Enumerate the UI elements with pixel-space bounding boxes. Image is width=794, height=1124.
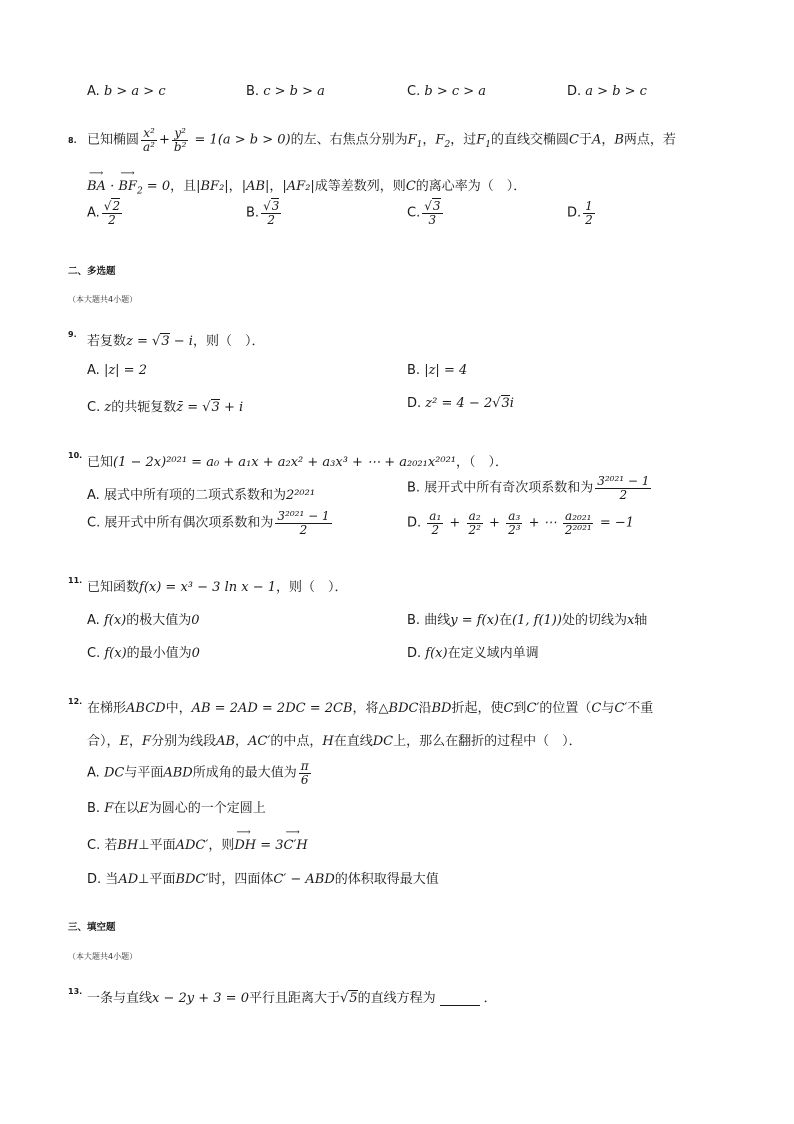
q10-stem: 已知(1 − 2x)²⁰²¹ = a₀ + a₁x + a₂x² + a₃x³ + ⋯ + a₂₀₂₁x²⁰²¹，（ ）． <box>87 455 509 470</box>
q13-stem: 一条与直线x − 2y + 3 = 0平行且距离大于√5的直线方程为 ． <box>87 991 497 1006</box>
q7-option-b[interactable]: B. c > b > a <box>246 84 325 99</box>
q7-option-a[interactable]: A. b > a > c <box>87 84 166 99</box>
q10-option-b[interactable]: B. 展开式中所有奇次项系数和为 $\frac{\text{3²⁰²¹ − 1}}{2}$ <box>407 474 650 502</box>
q11-stem: 已知函数f(x) = x³ − 3 ln x − 1，则（ ）． <box>87 580 348 595</box>
q11-option-d[interactable]: D. f(x)在定义域内单调 <box>407 646 539 661</box>
q12-option-b[interactable]: B. F在以E为圆心的一个定圆上 <box>87 801 266 816</box>
ellipse-y-term: $\frac{\text{y²}}{\text{b²}}$ <box>173 126 187 154</box>
q9-option-d[interactable]: D. z² = 4 − 2√3i <box>407 396 514 411</box>
q12-option-a[interactable]: A. DC与平面ABD所成角的最大值为 $\frac{\pi}{6}$ <box>87 759 309 787</box>
q9-option-a[interactable]: A. |z| = 2 <box>87 363 147 378</box>
q8-option-a[interactable]: A. $\frac{√2}{2}$ <box>87 199 121 227</box>
q8-option-b[interactable]: B. $\frac{√3}{2}$ <box>246 199 280 227</box>
q12-stem-line1: 在梯形ABCD中，AB = 2AD = 2DC = 2CB，将△BDC沿BD折起，使C到C′的位置（C与C′不重 <box>87 701 654 716</box>
q12-number: 12. <box>68 697 83 706</box>
q8-option-d[interactable]: D. $\frac{1}{2}$ <box>567 199 593 227</box>
vector-bf2: ⟶ $BF_2$ <box>118 179 142 197</box>
q11-option-b[interactable]: B. 曲线y = f(x)在(1, f(1))处的切线为x轴 <box>407 613 648 628</box>
section-note: （本大题共4小题） <box>68 952 138 961</box>
q12-stem-line2: 合），E，F分别为线段AB，AC′的中点，H在直线DC上，那么在翻折的过程中（ ）． <box>87 734 582 749</box>
q12-option-c[interactable]: C. 若BH⊥平面ADC′，则⟶ DH = 3⟶ C′H <box>87 834 308 853</box>
q9-stem: 若复数z = √3 − i，则（ ）． <box>87 334 265 349</box>
q7-option-d[interactable]: D. a > b > c <box>567 84 647 99</box>
q11-number: 11. <box>68 576 83 585</box>
section-note: （本大题共4小题） <box>68 295 138 304</box>
q7-option-c[interactable]: C. b > c > a <box>407 84 487 99</box>
q9-number: 9. <box>68 330 77 339</box>
q10-option-c[interactable]: C. 展开式中所有偶次项系数和为 $\frac{\text{3²⁰²¹ − 1}}{2}$ <box>87 509 330 537</box>
q9-option-b[interactable]: B. |z| = 4 <box>407 363 468 378</box>
section-title-fill-in: 三、填空题 <box>68 922 116 933</box>
q8-stem-line2: ⟶ BA · ⟶ $BF_2 = 0$，且|BF₂|，|AB|，|AF₂|成等差数列，则C的离心率为（ ）． <box>87 175 526 197</box>
q8-number: 8. <box>68 136 77 145</box>
q11-option-c[interactable]: C. f(x)的最小值为0 <box>87 646 200 661</box>
answer-blank[interactable] <box>440 1005 480 1006</box>
q9-option-c[interactable]: C. z的共轭复数z̄ = √3 + i <box>87 400 244 415</box>
q10-option-a[interactable]: A. 展式中所有项的二项式系数和为2²⁰²¹ <box>87 488 316 503</box>
q13-number: 13. <box>68 987 83 996</box>
ellipse-x-term: $\frac{\text{x²}}{\text{a²}}$ <box>143 126 155 154</box>
q10-number: 10. <box>68 451 83 460</box>
q11-option-a[interactable]: A. f(x)的极大值为0 <box>87 613 200 628</box>
section-title-multiple-choice: 二、多选题 <box>68 266 116 277</box>
q8-stem-line1: 已知椭圆 $\frac{\text{x²}}{\text{a²}}$ + $\frac{\text{y²}}{\text{b²}}$ = 1(a > b > 0)的左、右焦点分别为$F_1$，$F_2$，过$F_1$的直线交椭圆C于A，B两点，若 <box>87 126 676 154</box>
q8-option-c[interactable]: C. $\frac{√3}{3}$ <box>407 199 441 227</box>
q10-option-d[interactable]: D. $\frac{\text{a₁}}{2}$ + $\frac{\text{a₂}}{\text{2²}}$ + $\frac{\text{a₃}}{\text{2³}}$ + ⋯ $\frac{\text{a₂₀₂₁}}{\text{2²⁰²¹}}$ = −1 <box>407 509 635 537</box>
q12-option-d[interactable]: D. 当AD⊥平面BDC′时，四面体C′ − ABD的体积取得最大值 <box>87 872 439 887</box>
